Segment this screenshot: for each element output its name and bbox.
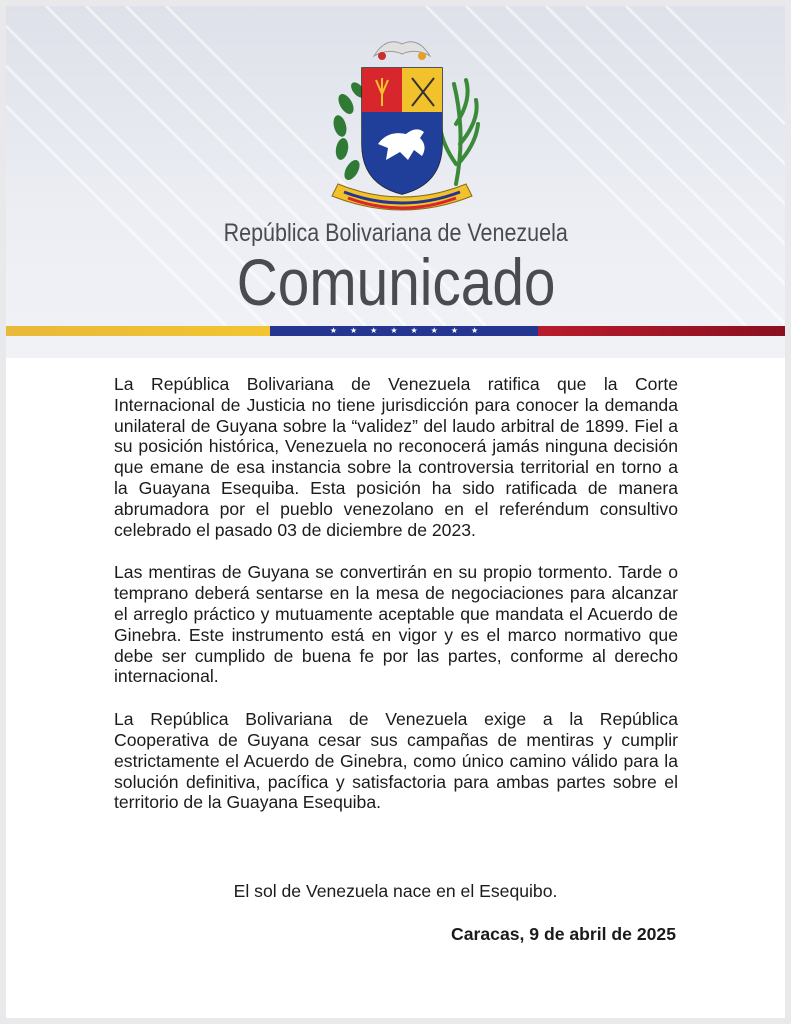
letterhead	[6, 6, 785, 358]
star-icon: ★	[430, 326, 438, 335]
paragraph-2: Las mentiras de Guyana se convertirán en su propio tormento. Tarde o temprano deberá sentarse en la mesa de negociaciones para alcanzar el arreglo práctico y mutuamente aceptable que mandata el Acuerdo de Ginebra. Este instrumento está en vigor y es el marco normativo que debe ser cumplido de buena fe por las partes, conforme al derecho internacional.	[114, 562, 678, 687]
star-icon: ★	[410, 326, 418, 335]
flag-blue-stripe	[270, 326, 538, 336]
star-icon: ★	[349, 326, 358, 335]
coat-of-arms-icon	[316, 34, 488, 224]
page-title: Comunicado	[236, 245, 556, 319]
flag-red-stripe	[538, 326, 785, 336]
paragraph-3: La República Bolivariana de Venezuela exige a la República Cooperativa de Guyana cesar sus campañas de mentiras y cumplir estrictamente el Acuerdo de Ginebra, como único camino válido para la solución definitiva, pacífica y satisfactoria para ambas partes sobre el territorio de la Guayana Esequiba.	[114, 709, 678, 813]
star-icon: ★	[370, 326, 378, 335]
country-name: República Bolivariana de Venezuela	[223, 219, 568, 247]
motto: El sol de Venezuela nace en el Esequibo.	[233, 881, 558, 901]
paragraph-1: La República Bolivariana de Venezuela ratifica que la Corte Internacional de Justicia no tiene jurisdicción para conocer la demanda unilateral de Guyana sobre la “validez” del laudo arbitral de 1899. Fiel a su posición histórica, Venezuela no reconocerá jamás ninguna decisión que emane de esa instancia sobre la controversia territorial en torno a la Guayana Esequiba. Esta posición ha sido ratificada de manera abrumadora por el pueblo venezolano en el referéndum consultivo celebrado el pasado 03 de diciembre de 2023.	[114, 374, 678, 540]
document-page	[6, 6, 785, 1018]
statement-body	[114, 374, 678, 835]
star-icon: ★	[329, 326, 337, 335]
star-icon: ★	[450, 326, 459, 335]
flag-yellow-stripe	[6, 326, 270, 336]
star-icon: ★	[471, 326, 479, 335]
place-and-date: Caracas, 9 de abril de 2025	[451, 924, 676, 944]
star-icon: ★	[390, 326, 398, 335]
flag-color-bar	[6, 326, 785, 336]
